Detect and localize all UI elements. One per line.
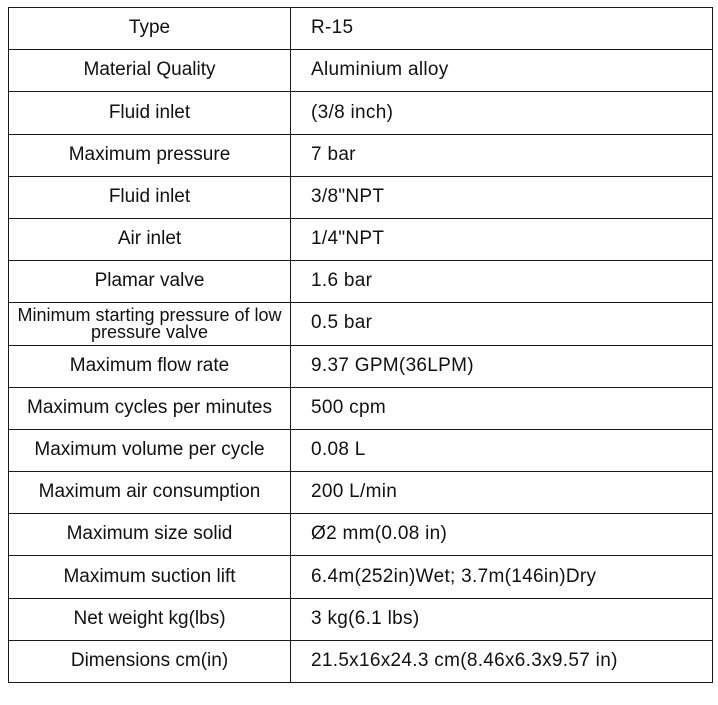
table-row (9, 303, 713, 345)
spec-label: Type (9, 8, 291, 50)
spec-label: Maximum cycles per minutes (9, 387, 291, 429)
spec-label: Fluid inlet (9, 92, 291, 134)
spec-value: 21.5x16x24.3 cm(8.46x6.3x9.57 in) (291, 640, 713, 682)
spec-value: 3 kg(6.1 lbs) (291, 598, 713, 640)
table-row (9, 261, 713, 303)
spec-value: 0.08 L (291, 429, 713, 471)
table-row (9, 429, 713, 471)
spec-value: 1.6 bar (291, 261, 713, 303)
spec-label: Minimum starting pressure of low pressure valve (9, 303, 291, 345)
table-row (9, 92, 713, 134)
spec-value: 200 L/min (291, 472, 713, 514)
spec-value: (3/8 inch) (291, 92, 713, 134)
spec-value: 1/4"NPT (291, 218, 713, 260)
specification-table-body (9, 8, 713, 683)
spec-label: Net weight kg(lbs) (9, 598, 291, 640)
spec-value: R-15 (291, 8, 713, 50)
spec-label: Maximum pressure (9, 134, 291, 176)
spec-value: 9.37 GPM(36LPM) (291, 345, 713, 387)
table-row (9, 387, 713, 429)
table-row (9, 134, 713, 176)
table-row (9, 598, 713, 640)
spec-value: 7 bar (291, 134, 713, 176)
spec-label: Fluid inlet (9, 176, 291, 218)
spec-value: 0.5 bar (291, 303, 713, 345)
table-row (9, 176, 713, 218)
spec-label: Maximum air consumption (9, 472, 291, 514)
table-row (9, 218, 713, 260)
spec-value: 3/8"NPT (291, 176, 713, 218)
spec-value: 500 cpm (291, 387, 713, 429)
spec-label: Dimensions cm(in) (9, 640, 291, 682)
spec-label: Maximum flow rate (9, 345, 291, 387)
spec-label: Plamar valve (9, 261, 291, 303)
table-row (9, 50, 713, 92)
table-row (9, 345, 713, 387)
table-row (9, 472, 713, 514)
spec-label: Maximum volume per cycle (9, 429, 291, 471)
spec-label: Maximum size solid (9, 514, 291, 556)
table-row (9, 514, 713, 556)
spec-label: Maximum suction lift (9, 556, 291, 598)
table-row (9, 556, 713, 598)
spec-value: 6.4m(252in)Wet; 3.7m(146in)Dry (291, 556, 713, 598)
spec-value: Ø2 mm(0.08 in) (291, 514, 713, 556)
table-row (9, 640, 713, 682)
spec-label: Material Quality (9, 50, 291, 92)
specification-table (8, 7, 713, 683)
table-row (9, 8, 713, 50)
spec-label: Air inlet (9, 218, 291, 260)
spec-value: Aluminium alloy (291, 50, 713, 92)
